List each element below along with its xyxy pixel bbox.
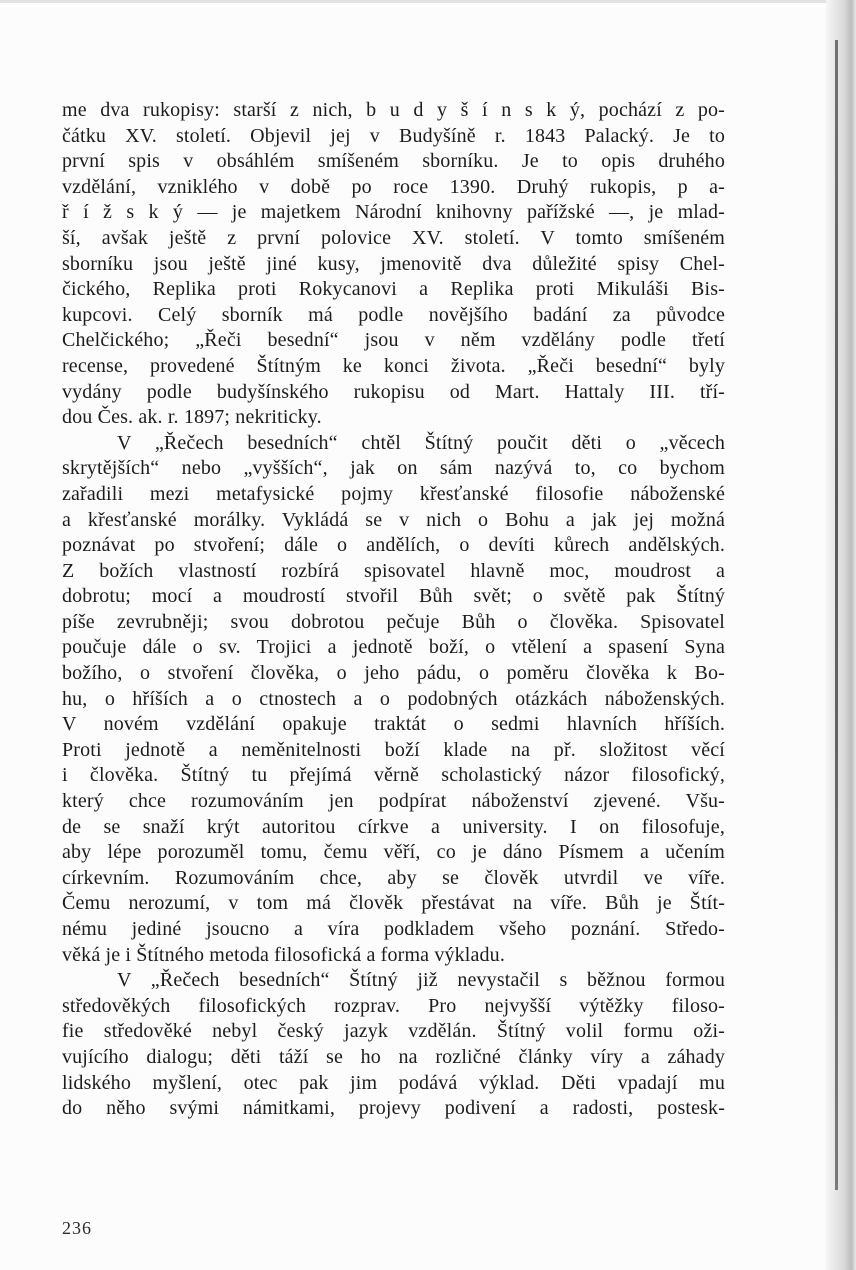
- text-line: píše zevrubněji; svou dobrotou pečuje Bůh o člověka. Spisovatel: [62, 610, 725, 633]
- text-line: první spis v obsáhlém smíšeném sborníku. Je to opis druhého: [62, 150, 725, 173]
- text-line: recense, provedené Štítným ke konci života. „Řeči besední“ byly: [62, 354, 725, 377]
- text-line: čického, Replika proti Rokycanovi a Replika proti Mikuláši Bis-: [62, 278, 725, 301]
- page-number: 236: [62, 1218, 92, 1238]
- paragraph-start-line: V „Řečech besedních“ Štítný již nevystačil s běžnou formou: [117, 969, 725, 992]
- text-line: hu, o hříších a o ctnostech a o podobných otázkách náboženských.: [62, 687, 725, 710]
- text-line: církevním. Rozumováním chce, aby se člověk utvrdil ve víře.: [62, 866, 725, 889]
- text-line: i člověka. Štítný tu přejímá věrně scholastický názor filosofický,: [62, 764, 725, 787]
- text-line: do něho svými námitkami, projevy podivení a radosti, postesk-: [62, 1097, 725, 1120]
- text-line: Chelčického; „Řeči besední“ jsou v něm vzdělány podle třetí: [62, 329, 725, 352]
- text-line: fie středověké nebyl český jazyk vzdělán. Štítný volil formu oži-: [62, 1020, 725, 1043]
- text-line: vujícího dialogu; děti táží se ho na rozličné články víry a záhady: [62, 1045, 725, 1068]
- text-line: věká je i Štítného metoda filosofická a forma výkladu.: [62, 943, 505, 966]
- text-line: Čemu nerozumí, v tom má člověk přestávat na víře. Bůh je Štít-: [62, 892, 725, 915]
- text-line: ř í ž s k ý — je majetkem Národní knihovny pařížské —, je mlad-: [62, 201, 725, 224]
- text-line: lidského myšlení, otec pak jim podává výklad. Děti vpadají mu: [62, 1071, 725, 1094]
- text-line: sborníku jsou ještě jiné kusy, jmenovitě dva důležité spisy Chel-: [62, 252, 725, 275]
- text-line: středověkých filosofických rozprav. Pro nejvyšší výtěžky filoso-: [62, 994, 725, 1017]
- text-line: zařadili mezi metafysické pojmy křesťanské filosofie náboženské: [62, 482, 725, 505]
- text-line: vydány podle budyšínského rukopisu od Mart. Hattaly III. tří-: [62, 380, 725, 403]
- text-line: Proti jednotě a neměnitelnosti boží klade na př. složitost věcí: [62, 738, 725, 761]
- text-line: vzdělání, vzniklého v době po roce 1390. Druhý rukopis, p a-: [62, 175, 725, 198]
- text-line: de se snaží krýt autoritou církve a university. I on filosofuje,: [62, 815, 725, 838]
- binding-edge: [835, 40, 838, 1190]
- text-line: nému jediné jsoucno a víra podkladem všeho poznání. Středo-: [62, 918, 725, 940]
- text-line: me dva rukopisy: starší z nich, b u d y š í n s k ý, pochází z po-: [62, 99, 725, 121]
- text-line: Z božích vlastností rozbírá spisovatel hlavně moc, moudrost a: [62, 559, 725, 582]
- binding-shadow: [826, 0, 856, 1270]
- page-top-edge: [0, 0, 856, 3]
- text-line: aby lépe porozuměl tomu, čemu věří, co je dáno Písmem a učením: [62, 841, 725, 864]
- text-line: poučuje dále o sv. Trojici a jednotě boží, o vtělení a spasení Syna: [62, 636, 725, 659]
- paragraph-start-line: V „Řečech besedních“ chtěl Štítný poučit děti o „věcech: [117, 431, 725, 454]
- text-line: božího, o stvoření člověka, o jeho pádu, o poměru člověka k Bo-: [62, 662, 725, 685]
- text-line: dou Čes. ak. r. 1897; nekriticky.: [62, 406, 322, 429]
- text-line: čátku XV. století. Objevil jej v Budyšíně r. 1843 Palacký. Je to: [62, 124, 725, 147]
- text-line: dobrotu; mocí a moudrostí stvořil Bůh svět; o světě pak Štítný: [62, 585, 725, 608]
- text-line: poznávat po stvoření; dále o andělích, o devíti kůrech andělských.: [62, 534, 725, 557]
- text-line: ší, avšak ještě z první polovice XV. století. V tomto smíšeném: [62, 226, 725, 249]
- text-line: a křesťanské morálky. Vykládá se v nich o Bohu a jak jej možná: [62, 508, 725, 531]
- body-text: [62, 98, 725, 1122]
- text-line: kupcovi. Celý sborník má podle novějšího badání za původce: [62, 303, 725, 326]
- text-line: skrytějších“ nebo „vyšších“, jak on sám nazývá to, co bychom: [62, 457, 725, 480]
- text-line: V novém vzdělání opakuje traktát o sedmi hlavních hříších.: [62, 713, 725, 736]
- text-line: který chce rozumováním jen podpírat náboženství zjevené. Všu-: [62, 790, 725, 813]
